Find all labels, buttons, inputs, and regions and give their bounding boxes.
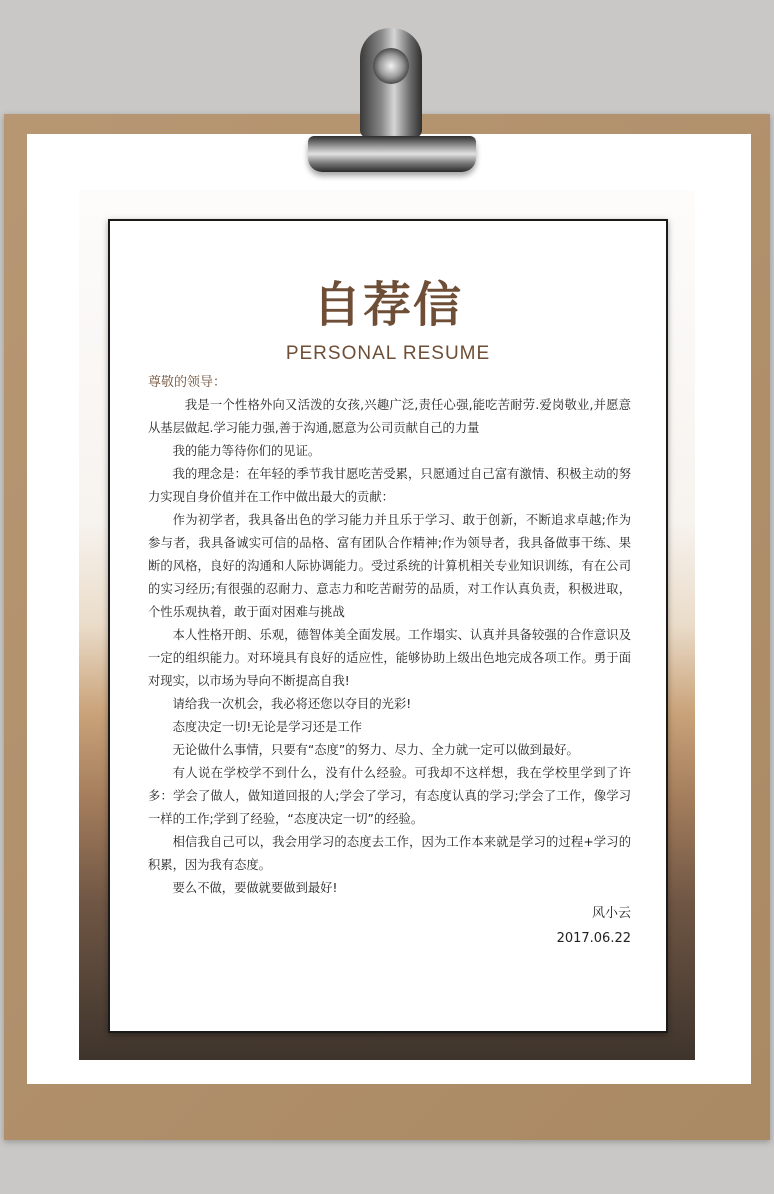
paragraph: 作为初学者，我具备出色的学习能力并且乐于学习、敢于创新，不断追求卓越;作为参与者，我具备诚实可信的品格、富有团队合作精神;作为领导者，我具备做事干练、果断的风格，良好的沟通和人际协调能力。受过系统的计算机相关专业知识训练，有在公司的实习经历;有很强的忍耐力、意志力和吃苦耐劳的品质，对工作认真负责，积极进取，个性乐观执着，敢于面对困难与挑战 [148, 513, 631, 619]
letter-subtitle: PERSONAL RESUME [285, 343, 491, 364]
paragraph: 我的理念是：在年轻的季节我甘愿吃苦受累，只愿通过自己富有激情、积极主动的努力实现自身价值并在工作中做出最大的贡献： [148, 467, 631, 504]
paragraph: 要么不做，要做就要做到最好! [172, 881, 338, 895]
salutation: 尊敬的领导： [148, 375, 227, 390]
paragraph: 本人性格开朗、乐观，德智体美全面发展。工作塌实、认真并具备较强的合作意识及一定的组织能力。对环境具有良好的适应性，能够协助上级出色地完成各项工作。勇于面对现实，以市场为导向不断提高自我! [148, 628, 631, 688]
paragraph: 有人说在学校学不到什么，没有什么经验。可我却不这样想，我在学校里学到了许多：学会了做人，做知道回报的人;学会了学习，有态度认真的学习;学会了工作，像学习一样的工作;学到了经验，“态度决定一切”的经验。 [148, 766, 631, 826]
paragraph: 无论做什么事情，只要有“态度”的努力、尽力、全力就一定可以做到最好。 [172, 743, 579, 757]
letter-sheet [108, 219, 668, 1033]
paragraph: 相信我自己可以，我会用学习的态度去工作，因为工作本来就是学习的过程+学习的积累，因为我有态度。 [148, 835, 631, 872]
letter-body [148, 371, 631, 950]
binder-clip-hole [373, 48, 409, 84]
paragraph: 态度决定一切!无论是学习还是工作 [172, 720, 362, 734]
signature-name: 风小云 [591, 906, 631, 921]
letter-title: 自荐信 [312, 277, 463, 333]
paragraph: 请给我一次机会，我必将还您以夺目的光彩! [172, 697, 412, 711]
binder-clip-jaw [308, 136, 476, 172]
paragraph: 我的能力等待你们的见证。 [172, 444, 321, 458]
signature-date: 2017.06.22 [556, 931, 631, 946]
paragraph: 我是一个性格外向又活泼的女孩,兴趣广泛,责任心强,能吃苦耐劳.爱岗敬业,并愿意从基层做起.学习能力强,善于沟通,愿意为公司贡献自己的力量 [148, 398, 631, 435]
